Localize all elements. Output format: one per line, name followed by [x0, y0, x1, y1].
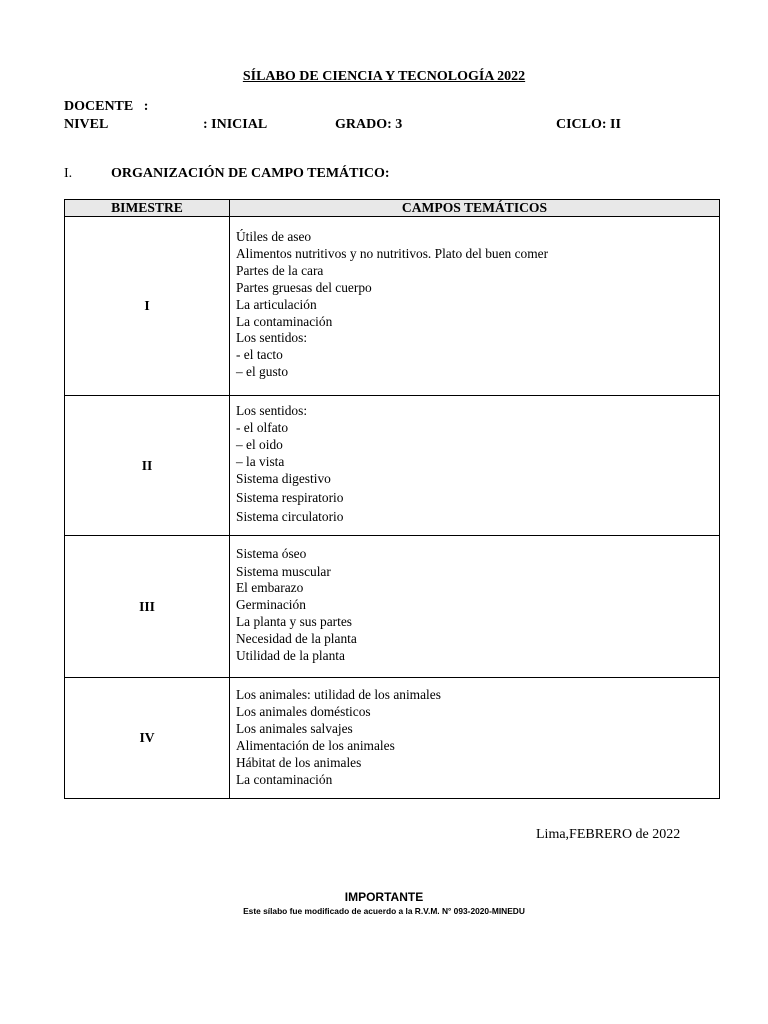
list-item: – el gusto — [236, 364, 289, 380]
modification-note: Este sílabo fue modificado de acuerdo a la R.V.M. N° 093-2020-MINEDU — [243, 906, 525, 916]
campos-cell — [230, 396, 720, 536]
list-item: Germinación — [236, 597, 306, 613]
list-item: Los animales salvajes — [236, 720, 353, 736]
column-header-campos: CAMPOS TEMÁTICOS — [230, 200, 720, 217]
bimestre-cell: I — [65, 217, 230, 396]
list-item: – el oido — [236, 436, 283, 452]
list-item: Alimentos nutritivos y no nutritivos. Plato del buen comer — [236, 245, 549, 261]
list-item: Sistema circulatorio — [236, 509, 344, 525]
ciclo-label: CICLO: II — [556, 117, 621, 132]
list-item: El embarazo — [236, 580, 304, 596]
table-row — [65, 678, 720, 799]
list-item: - el olfato — [236, 419, 289, 435]
list-item: Partes gruesas del cuerpo — [236, 279, 372, 295]
section-title: ORGANIZACIÓN DE CAMPO TEMÁTICO: — [111, 166, 390, 181]
list-item: Los sentidos: — [236, 403, 308, 418]
list-item: - el tacto — [236, 347, 283, 363]
column-header-bimestre: BIMESTRE — [65, 200, 230, 217]
list-item: La planta y sus partes — [236, 614, 353, 630]
list-item: La articulación — [236, 296, 317, 312]
campos-cell — [230, 536, 720, 678]
nivel-label: NIVEL — [64, 117, 109, 132]
list-item: Sistema óseo — [236, 546, 307, 561]
bimestre-cell: IV — [65, 678, 230, 799]
list-item: Los sentidos: — [236, 330, 308, 346]
table-row — [65, 217, 720, 396]
document-title: SÍLABO DE CIENCIA Y TECNOLOGÍA 2022 — [242, 69, 526, 84]
list-item: Sistema digestivo — [236, 470, 331, 486]
table-header-row — [65, 200, 720, 217]
place-date: Lima,FEBRERO de 2022 — [536, 827, 681, 842]
list-item: Alimentación de los animales — [236, 737, 395, 753]
table-row — [65, 396, 720, 536]
campos-cell — [230, 678, 720, 799]
docente-label: DOCENTE : — [64, 99, 149, 114]
list-item: Hábitat de los animales — [236, 754, 362, 770]
bimestre-cell: II — [65, 396, 230, 536]
section-number: I. — [64, 166, 73, 181]
bimestre-cell: III — [65, 536, 230, 678]
list-item: La contaminación — [236, 771, 333, 787]
important-label: IMPORTANTE — [344, 890, 424, 904]
nivel-value: : INICIAL — [203, 117, 268, 132]
campos-cell — [230, 217, 720, 396]
list-item: Partes de la cara — [236, 262, 324, 278]
list-item: Utilidad de la planta — [236, 648, 345, 664]
list-item: – la vista — [236, 453, 285, 469]
grado-label: GRADO: 3 — [335, 117, 403, 132]
list-item: Los animales: utilidad de los animales — [236, 687, 441, 702]
campo-tematico-table — [64, 199, 720, 799]
list-item: Necesidad de la planta — [236, 631, 357, 647]
list-item: Útiles de aseo — [236, 229, 312, 244]
list-item: Sistema respiratorio — [236, 489, 344, 505]
list-item: Los animales domésticos — [236, 703, 371, 719]
table-row — [65, 536, 720, 678]
list-item: La contaminación — [236, 313, 333, 329]
list-item: Sistema muscular — [236, 563, 331, 579]
